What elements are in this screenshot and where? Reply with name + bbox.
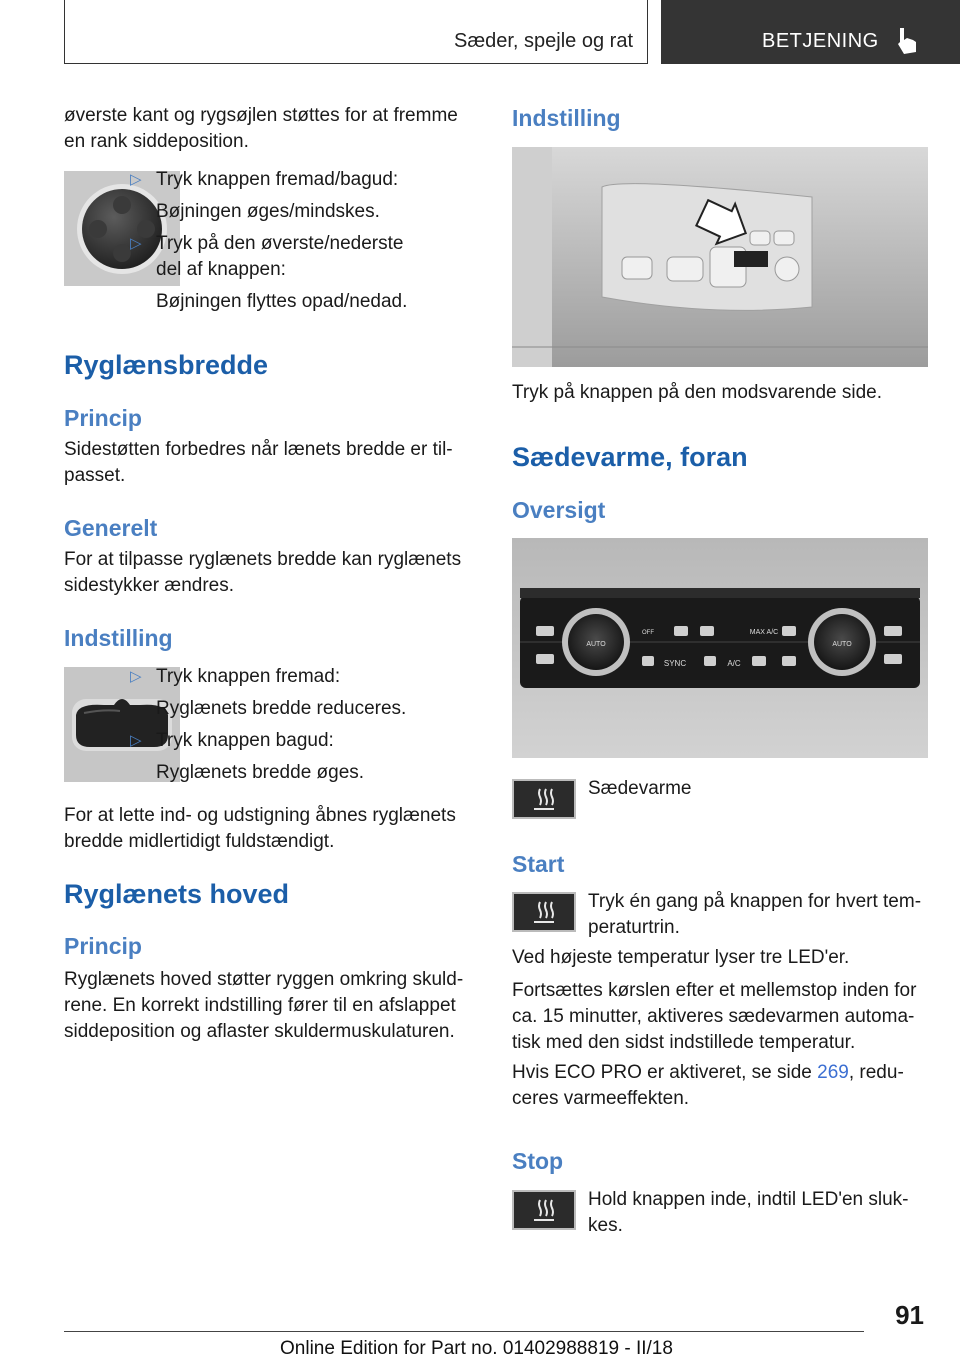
text-line: rene. En korrekt indstilling fører til en afslappet <box>64 995 456 1016</box>
heading-ryglaensbredde: Ryglænsbredde <box>64 350 269 380</box>
subheading-generelt: Generelt <box>64 515 158 541</box>
eco-text-post: , redu- <box>848 1062 904 1083</box>
header-section-title: Sæder, spejle og rat <box>454 30 633 52</box>
footer-divider <box>64 1331 864 1332</box>
heading-ryglaenets-hoved: Ryglænets hoved <box>64 879 290 909</box>
subheading-start: Start <box>512 851 565 877</box>
text-line: Tryk én gang på knappen for hvert tem- <box>588 891 922 912</box>
triangle-bullet-icon: ▷ <box>130 171 142 188</box>
text-line: Ryglænets hoved støtter ryggen omkring skuld- <box>64 969 464 990</box>
seat-controls-image <box>512 147 928 367</box>
eco-line-2: ceres varmeeffekten. <box>512 1088 690 1109</box>
header-chapter-box <box>661 0 960 64</box>
width-note-paragraph <box>64 803 476 855</box>
off-label: OFF <box>642 630 654 636</box>
text-line: tisk med den sidst indstillede temperatur. <box>512 1032 856 1053</box>
seat-caption: Tryk på knappen på den modsvarende side. <box>512 382 883 403</box>
text-line: Sidestøtten forbedres når lænets bredde er til- <box>64 439 453 460</box>
text-line: siddeposition og aflaster skuldermuskulaturen. <box>64 1021 455 1042</box>
hoved-paragraph <box>64 967 476 1045</box>
header-chapter-title: BETJENING <box>762 30 879 52</box>
text-line: bredde midlertidigt fuldstændigt. <box>64 831 335 852</box>
seat-heating-icon <box>512 1190 576 1230</box>
triangle-bullet-icon: ▷ <box>130 732 142 749</box>
auto-resume-paragraph <box>512 978 928 1056</box>
footer-edition: Online Edition for Part no. 01402988819 - II/18 <box>280 1338 673 1359</box>
subheading-indstilling-right: Indstilling <box>512 105 621 131</box>
seat-heating-icon <box>512 892 576 932</box>
ac-label: A/C <box>727 659 741 668</box>
bullet-action: Tryk knappen fremad/bagud: <box>156 169 399 190</box>
stop-instruction <box>588 1187 928 1239</box>
text-line: peraturtrin. <box>588 917 680 938</box>
subheading-oversigt: Oversigt <box>512 497 606 523</box>
sync-label: SYNC <box>663 659 687 668</box>
hand-pointer-icon <box>894 26 920 56</box>
subheading-indstilling: Indstilling <box>64 625 173 651</box>
page-link-269[interactable]: 269 <box>817 1062 849 1083</box>
text-line: sidestykker ændres. <box>64 575 235 596</box>
seat-heating-label: Sædevarme <box>588 778 692 799</box>
seat-heating-icon <box>512 779 576 819</box>
eco-pro-paragraph <box>512 1060 928 1112</box>
max-ac-label: MAX A/C <box>749 629 779 636</box>
header-section-box <box>64 0 648 64</box>
princip-paragraph <box>64 437 476 489</box>
bullet-result: Bøjningen øges/mindskes. <box>156 201 380 222</box>
text-line: For at lette ind- og udstigning åbnes ryglænets <box>64 805 456 826</box>
led-paragraph: Ved højeste temperatur lyser tre LED'er. <box>512 947 850 968</box>
intro-line-2: en rank siddeposition. <box>64 131 249 152</box>
climate-panel-image <box>512 538 928 758</box>
text-line: ca. 15 minutter, aktiveres sædevarmen automa- <box>512 1006 915 1027</box>
intro-paragraph <box>64 103 476 155</box>
start-instruction <box>588 889 928 941</box>
bullet-result: Ryglænets bredde øges. <box>156 762 365 783</box>
page-number: 91 <box>895 1300 924 1330</box>
bullet-result: Ryglænets bredde reduceres. <box>156 698 407 719</box>
triangle-bullet-icon: ▷ <box>130 668 142 685</box>
auto-label-left: AUTO <box>586 641 606 648</box>
eco-text-pre: Hvis ECO PRO er aktiveret, se side <box>512 1062 818 1083</box>
text-line: For at tilpasse ryglænets bredde kan ryglænets <box>64 549 462 570</box>
bullet-action: Tryk på den øverste/nederste del af knappen: <box>156 233 404 280</box>
subheading-princip: Princip <box>64 405 142 431</box>
bullet-result: Bøjningen flyttes opad/nedad. <box>156 291 408 312</box>
auto-label-right: AUTO <box>832 641 852 648</box>
bullet-action: Tryk knappen fremad: <box>156 666 341 687</box>
text-line: kes. <box>588 1215 623 1236</box>
intro-line-1: øverste kant og rygsøjlen støttes for at fremme <box>64 105 458 126</box>
text-line: passet. <box>64 465 126 486</box>
triangle-bullet-icon: ▷ <box>130 235 142 252</box>
heading-saedevarme: Sædevarme, foran <box>512 442 748 472</box>
subheading-stop: Stop <box>512 1148 564 1174</box>
generelt-paragraph <box>64 547 476 599</box>
subheading-princip-2: Princip <box>64 933 142 959</box>
text-line: Hold knappen inde, indtil LED'en sluk- <box>588 1189 909 1210</box>
text-line: Fortsættes kørslen efter et mellemstop inden for <box>512 980 917 1001</box>
bullet-action: Tryk knappen bagud: <box>156 730 334 751</box>
